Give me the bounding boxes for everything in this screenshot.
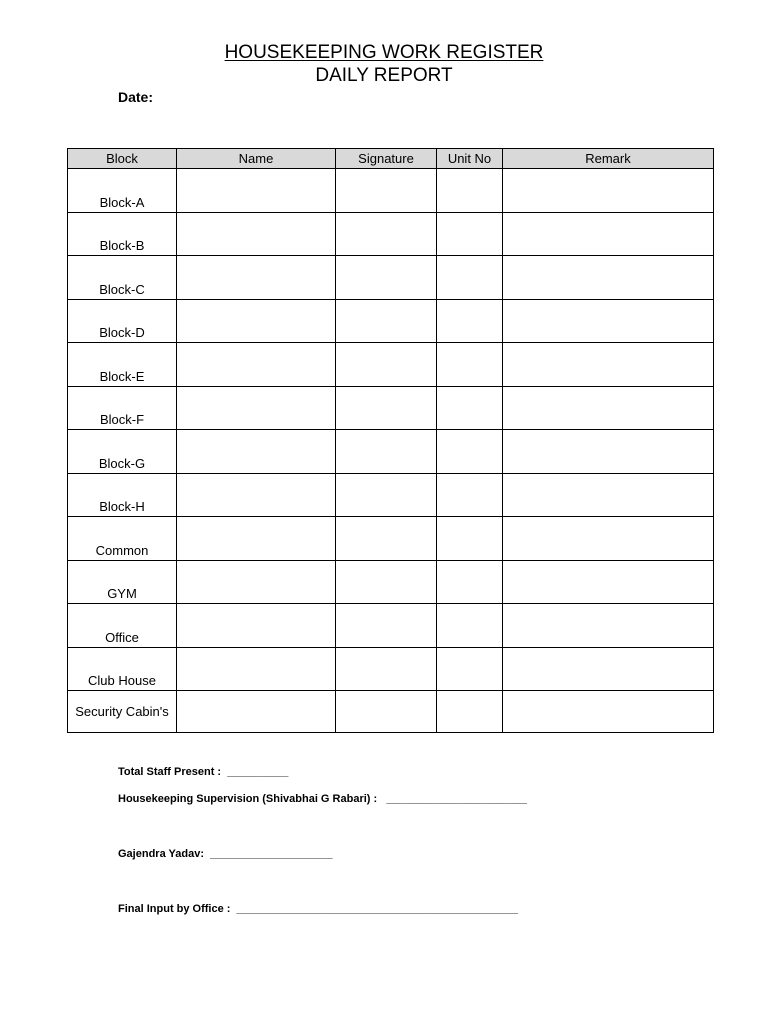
block-cell: Block-D — [68, 299, 177, 343]
block-cell: Block-A — [68, 169, 177, 213]
signature-cell[interactable] — [336, 604, 437, 648]
signature-cell[interactable] — [336, 212, 437, 256]
signature-cell[interactable] — [336, 256, 437, 300]
table-row — [68, 604, 714, 648]
gajendra-yadav-line: Gajendra Yadav: ____________________ — [118, 848, 333, 860]
unit-no-cell[interactable] — [437, 517, 503, 561]
name-cell[interactable] — [177, 386, 336, 430]
block-cell: Common — [68, 517, 177, 561]
date-label: Date: — [118, 89, 154, 105]
table-row — [68, 299, 714, 343]
column-header-name: Name — [177, 149, 336, 169]
unit-no-cell[interactable] — [437, 386, 503, 430]
name-cell[interactable] — [177, 343, 336, 387]
table-row — [68, 473, 714, 517]
table-row — [68, 560, 714, 604]
unit-no-cell[interactable] — [437, 430, 503, 474]
unit-no-cell[interactable] — [437, 212, 503, 256]
remark-cell[interactable] — [503, 212, 714, 256]
remark-cell[interactable] — [503, 343, 714, 387]
remark-cell[interactable] — [503, 473, 714, 517]
remark-cell[interactable] — [503, 256, 714, 300]
column-header-unit-no: Unit No — [437, 149, 503, 169]
name-cell[interactable] — [177, 299, 336, 343]
name-cell[interactable] — [177, 430, 336, 474]
unit-no-cell[interactable] — [437, 691, 503, 733]
unit-no-cell[interactable] — [437, 256, 503, 300]
name-cell[interactable] — [177, 560, 336, 604]
signature-cell[interactable] — [336, 299, 437, 343]
unit-no-cell[interactable] — [437, 169, 503, 213]
name-cell[interactable] — [177, 212, 336, 256]
remark-cell[interactable] — [503, 430, 714, 474]
signature-cell[interactable] — [336, 386, 437, 430]
block-cell: Block-F — [68, 386, 177, 430]
signature-cell[interactable] — [336, 517, 437, 561]
unit-no-cell[interactable] — [437, 299, 503, 343]
remark-cell[interactable] — [503, 560, 714, 604]
table-row — [68, 691, 714, 733]
register-table — [67, 148, 714, 733]
block-cell: Security Cabin's — [68, 691, 177, 733]
unit-no-cell[interactable] — [437, 560, 503, 604]
table-row — [68, 212, 714, 256]
column-header-signature: Signature — [336, 149, 437, 169]
name-cell[interactable] — [177, 473, 336, 517]
column-header-remark: Remark — [503, 149, 714, 169]
document-title: HOUSEKEEPING WORK REGISTER — [224, 42, 544, 63]
remark-cell[interactable] — [503, 647, 714, 691]
housekeeping-supervision-line: Housekeeping Supervision (Shivabhai G Rabari) : _______________________ — [118, 793, 528, 805]
remark-cell[interactable] — [503, 299, 714, 343]
table-row — [68, 647, 714, 691]
name-cell[interactable] — [177, 691, 336, 733]
block-cell: Block-B — [68, 212, 177, 256]
name-cell[interactable] — [177, 517, 336, 561]
signature-cell[interactable] — [336, 473, 437, 517]
signature-cell[interactable] — [336, 430, 437, 474]
name-cell[interactable] — [177, 604, 336, 648]
remark-cell[interactable] — [503, 517, 714, 561]
remark-cell[interactable] — [503, 604, 714, 648]
block-cell: Block-C — [68, 256, 177, 300]
final-input-line: Final Input by Office : ______________________________________________ — [118, 903, 518, 915]
table-header-row — [68, 149, 714, 169]
name-cell[interactable] — [177, 647, 336, 691]
total-staff-present-line: Total Staff Present : __________ — [118, 766, 289, 778]
name-cell[interactable] — [177, 169, 336, 213]
signature-cell[interactable] — [336, 647, 437, 691]
table-row — [68, 343, 714, 387]
table-row — [68, 517, 714, 561]
table-row — [68, 256, 714, 300]
unit-no-cell[interactable] — [437, 473, 503, 517]
column-header-block: Block — [68, 149, 177, 169]
table-row — [68, 169, 714, 213]
block-cell: Office — [68, 604, 177, 648]
signature-cell[interactable] — [336, 691, 437, 733]
block-cell: GYM — [68, 560, 177, 604]
document-subtitle: DAILY REPORT — [315, 65, 453, 86]
remark-cell[interactable] — [503, 169, 714, 213]
remark-cell[interactable] — [503, 691, 714, 733]
block-cell: Block-G — [68, 430, 177, 474]
table-row — [68, 386, 714, 430]
table-row — [68, 430, 714, 474]
signature-cell[interactable] — [336, 169, 437, 213]
signature-cell[interactable] — [336, 343, 437, 387]
block-cell: Club House — [68, 647, 177, 691]
name-cell[interactable] — [177, 256, 336, 300]
block-cell: Block-H — [68, 473, 177, 517]
unit-no-cell[interactable] — [437, 647, 503, 691]
block-cell: Block-E — [68, 343, 177, 387]
unit-no-cell[interactable] — [437, 343, 503, 387]
unit-no-cell[interactable] — [437, 604, 503, 648]
remark-cell[interactable] — [503, 386, 714, 430]
signature-cell[interactable] — [336, 560, 437, 604]
